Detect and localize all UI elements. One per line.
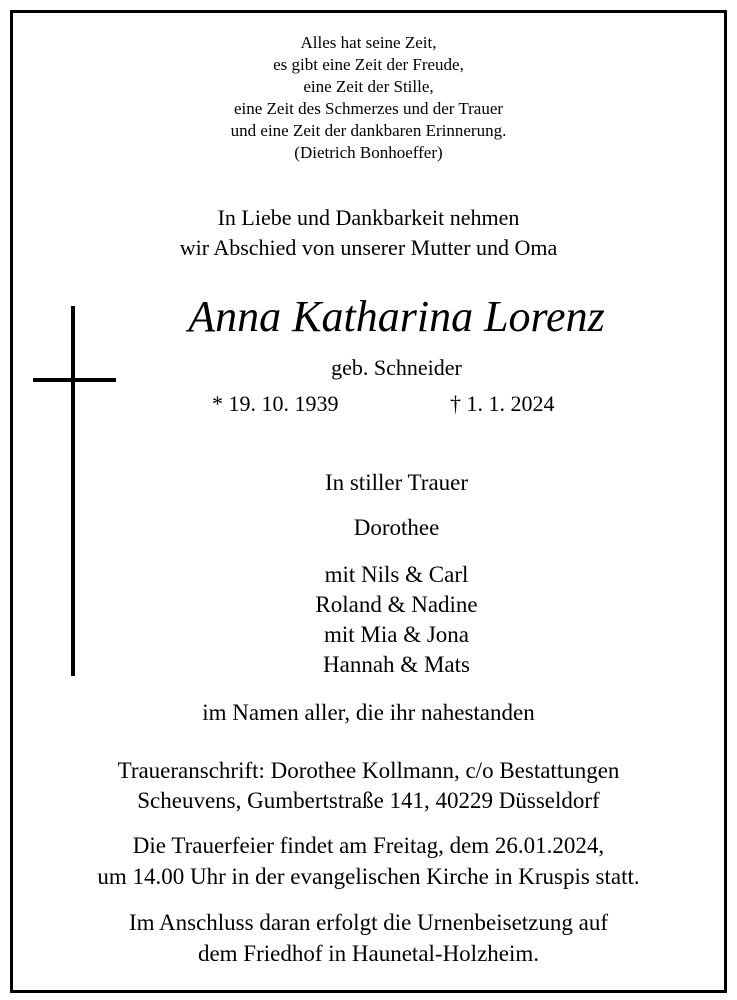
burial-line: Im Anschluss daran erfolgt die Urnenbeisetzung auf xyxy=(128,910,609,935)
poem-line: Alles hat seine Zeit, xyxy=(300,33,437,52)
mourning-heading: In stiller Trauer xyxy=(324,470,469,495)
intro-line: In Liebe und Dankbarkeit nehmen xyxy=(217,205,520,230)
poem-line: eine Zeit des Schmerzes und der Trauer xyxy=(233,99,504,118)
family-line: Roland & Nadine xyxy=(315,592,478,617)
deceased-name: Anna Katharina Lorenz xyxy=(188,292,605,341)
family-line: mit Nils & Carl xyxy=(324,562,469,587)
poem-line: es gibt eine Zeit der Freude, xyxy=(273,55,464,74)
family-line: Hannah & Mats xyxy=(323,652,470,677)
birth-date: * 19. 10. 1939 xyxy=(212,391,339,416)
ceremony-line: Die Trauerfeier findet am Freitag, dem 26.01.2024, xyxy=(132,833,605,858)
intro-line: wir Abschied von unserer Mutter und Oma xyxy=(179,235,558,260)
closing-line: im Namen aller, die ihr nahestanden xyxy=(202,700,535,725)
address-line: Traueranschrift: Dorothee Kollmann, c/o Bestattungen xyxy=(117,758,620,783)
ceremony-line: um 14.00 Uhr in der evangelischen Kirche in Kruspis statt. xyxy=(97,864,640,889)
address-line: Scheuvens, Gumbertstraße 141, 40229 Düsseldorf xyxy=(137,788,600,813)
mourner-name: Dorothee xyxy=(353,515,440,540)
death-date: † 1. 1. 2024 xyxy=(450,391,555,416)
family-line: mit Mia & Jona xyxy=(323,622,470,647)
poem-line: eine Zeit der Stille, xyxy=(303,77,434,96)
poem-line: und eine Zeit der dankbaren Erinnerung. xyxy=(230,121,507,140)
birth-name: geb. Schneider xyxy=(331,355,462,380)
poem-attribution: (Dietrich Bonhoeffer) xyxy=(294,143,443,162)
burial-line: dem Friedhof in Haunetal-Holzheim. xyxy=(197,941,540,966)
